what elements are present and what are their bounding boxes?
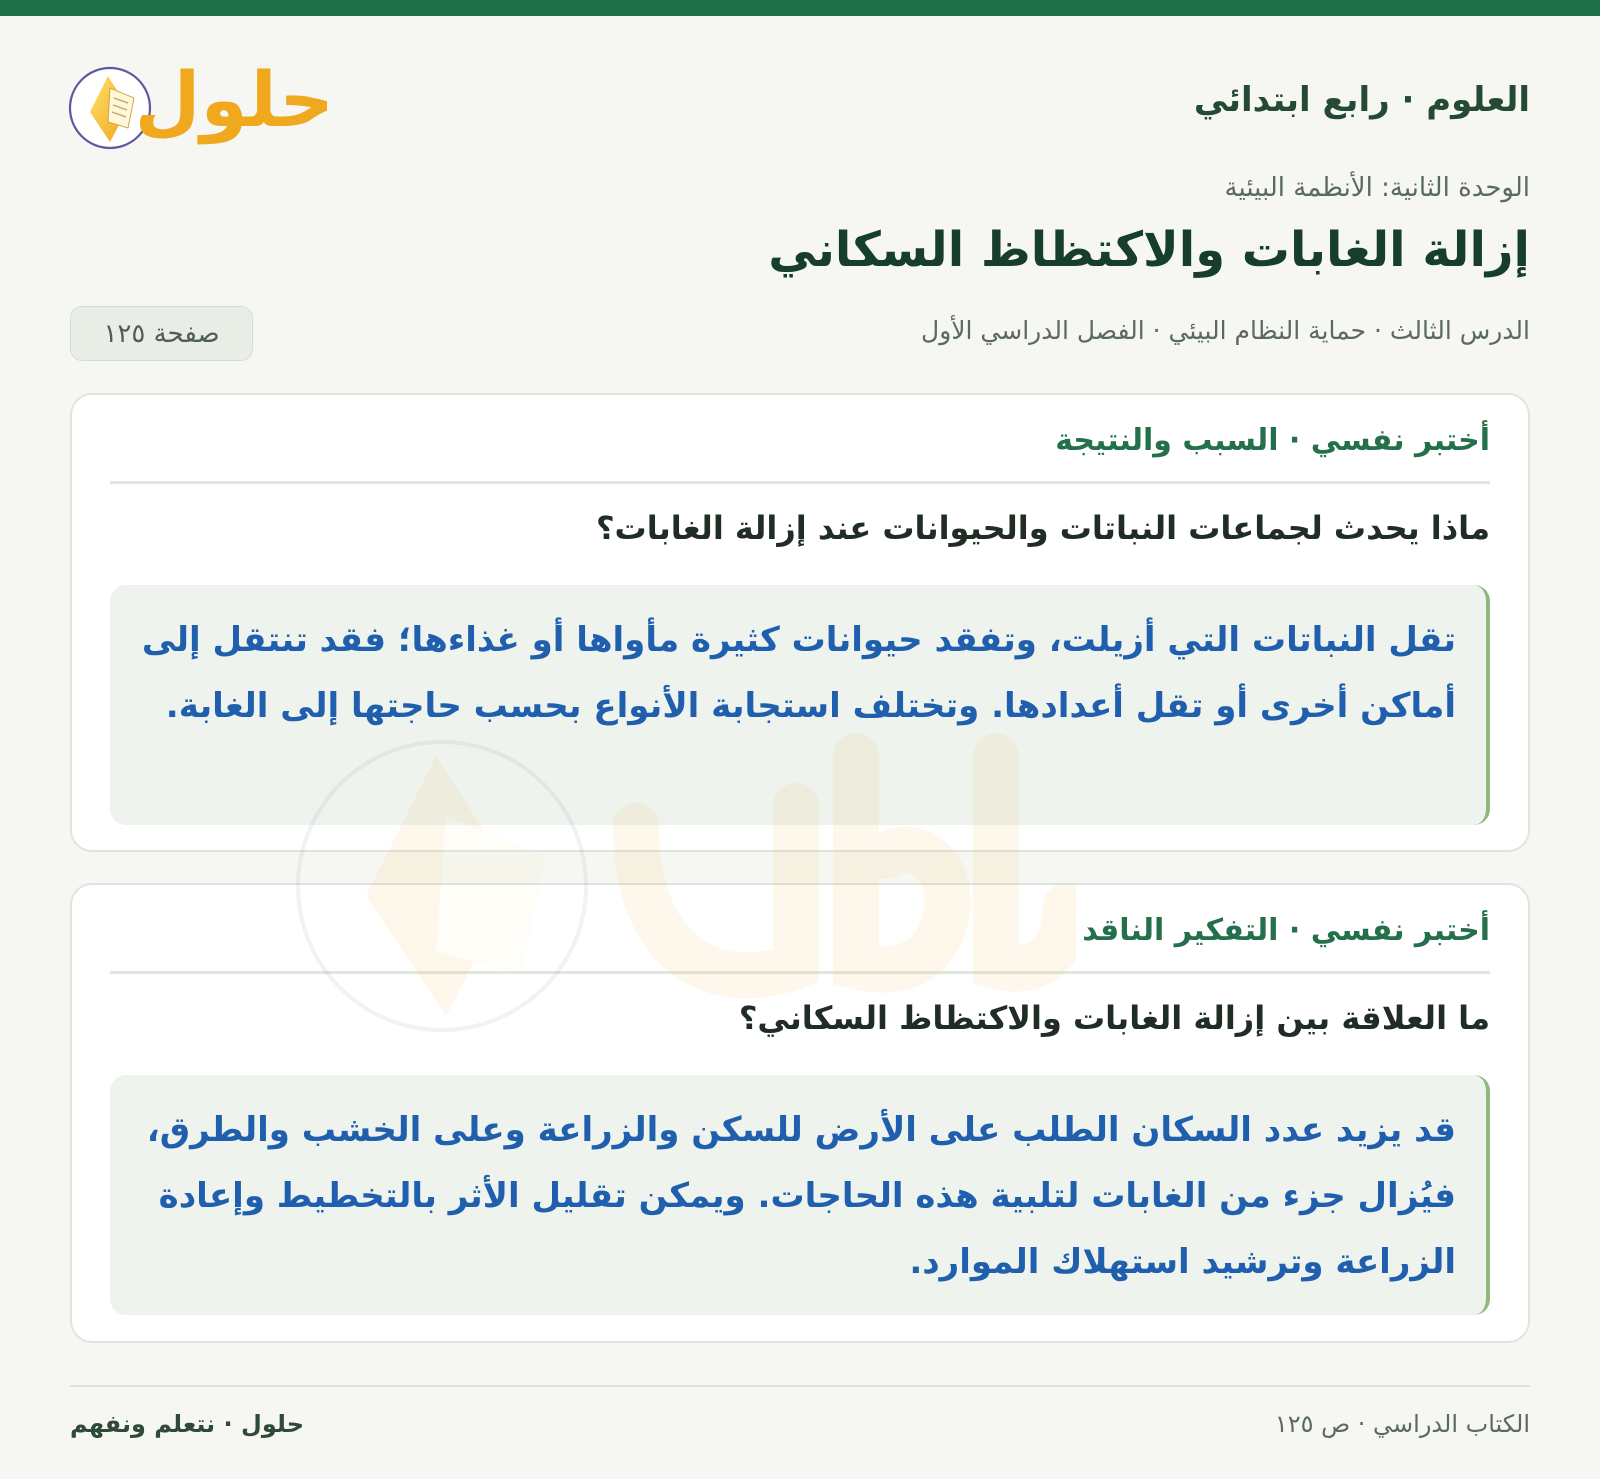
- logo-text: حلول: [134, 55, 334, 144]
- footer-brand: حلول · نتعلم ونفهم: [70, 1410, 304, 1438]
- card-heading: أختبر نفسي · السبب والنتيجة: [1055, 423, 1490, 458]
- footer-divider: [70, 1385, 1530, 1387]
- lesson-breadcrumb: الدرس الثالث · حماية النظام البيئي · الفصل الدراسي الأول: [921, 316, 1530, 345]
- question-text: ماذا يحدث لجماعات النباتات والحيوانات عند إزالة الغابات؟: [595, 509, 1490, 547]
- page-title: إزالة الغابات والاكتظاظ السكاني: [768, 222, 1530, 278]
- unit-label: الوحدة الثانية: الأنظمة البيئية: [1224, 173, 1530, 203]
- subject-grade: العلوم · رابع ابتدائي: [1193, 80, 1530, 120]
- page-number-badge: صفحة ١٢٥: [70, 306, 253, 361]
- divider: [110, 481, 1490, 484]
- card-heading: أختبر نفسي · التفكير الناقد: [1082, 913, 1490, 948]
- question-text: ما العلاقة بين إزالة الغابات والاكتظاظ السكاني؟: [738, 999, 1490, 1037]
- site-logo[interactable]: [68, 46, 338, 156]
- footer-source: الكتاب الدراسي · ص ١٢٥: [1274, 1410, 1530, 1438]
- exercise-card: [70, 883, 1530, 1343]
- top-accent-bar: [0, 0, 1600, 16]
- answer-box: تقل النباتات التي أزيلت، وتفقد حيوانات كثيرة مأواها أو غذاءها؛ فقد تنتقل إلى أماكن أخرى أو تقل أعدادها. وتختلف استجابة الأنواع بحسب حاجتها إلى الغابة.: [110, 585, 1490, 825]
- page: [0, 16, 1600, 1479]
- answer-box: قد يزيد عدد السكان الطلب على الأرض للسكن والزراعة وعلى الخشب والطرق، فيُزال جزء من الغابات لتلبية هذه الحاجات. ويمكن تقليل الأثر بالتخطيط وإعادة الزراعة وترشيد استهلاك الموارد.: [110, 1075, 1490, 1315]
- divider: [110, 971, 1490, 974]
- exercise-card: [70, 393, 1530, 852]
